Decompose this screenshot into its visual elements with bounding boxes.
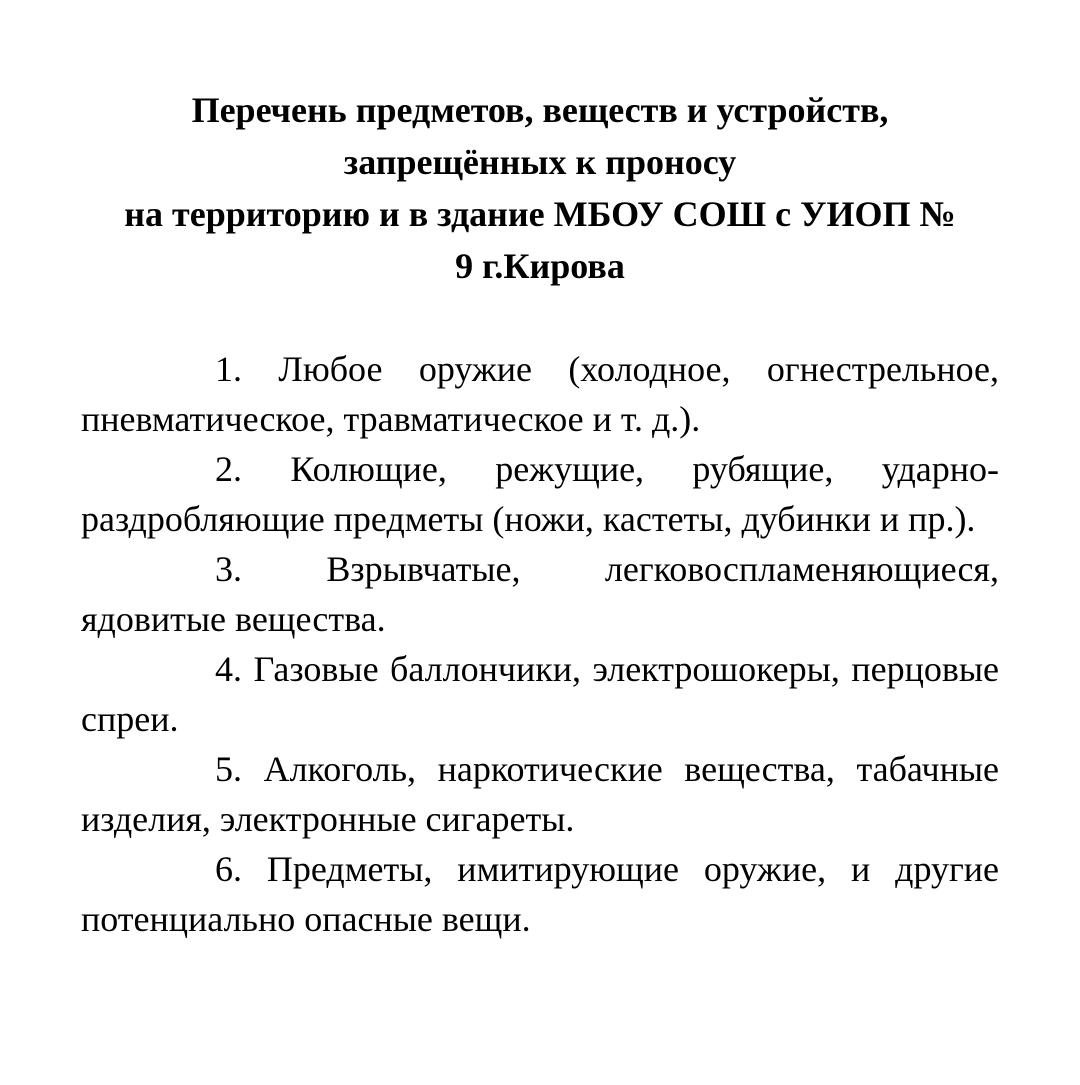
title-line: 9 г.Кирова — [455, 246, 625, 286]
title-line: запрещённых к проносу — [343, 142, 737, 182]
list-item — [81, 844, 999, 944]
item-number: 3. — [215, 549, 242, 589]
item-text: Алкоголь, наркотические вещества, табачные изделия, электронные сигареты. — [81, 749, 1000, 839]
prohibited-items-list — [81, 344, 999, 944]
item-text: Газовые баллончики, электрошокеры, перцовые спреи. — [81, 649, 1000, 739]
list-item — [81, 344, 999, 444]
item-text: Взрывчатые, легковоспламеняющиеся, ядовитые вещества. — [81, 549, 999, 639]
title-line: на территорию и в здание МБОУ СОШ с УИОП № — [124, 194, 956, 234]
item-number: 1. — [215, 349, 242, 389]
item-number: 4. — [215, 649, 242, 689]
item-text: Колющие, режущие, рубящие, ударно-раздробляющие предметы (ножи, кастеты, дубинки и пр.). — [81, 449, 999, 539]
item-number: 6. — [215, 849, 242, 889]
item-number: 2. — [215, 449, 242, 489]
item-text: Любое оружие (холодное, огнестрельное, пневматическое, травматическое и т. д.). — [81, 349, 999, 439]
list-item — [81, 544, 999, 644]
list-item — [81, 744, 999, 844]
item-text: Предметы, имитирующие оружие, и другие потенциально опасные вещи. — [81, 849, 999, 939]
document-title — [81, 84, 999, 292]
document-page — [81, 84, 999, 944]
list-item — [81, 444, 999, 544]
item-number: 5. — [215, 749, 242, 789]
title-line: Перечень предметов, веществ и устройств, — [191, 90, 889, 130]
list-item — [81, 644, 999, 744]
